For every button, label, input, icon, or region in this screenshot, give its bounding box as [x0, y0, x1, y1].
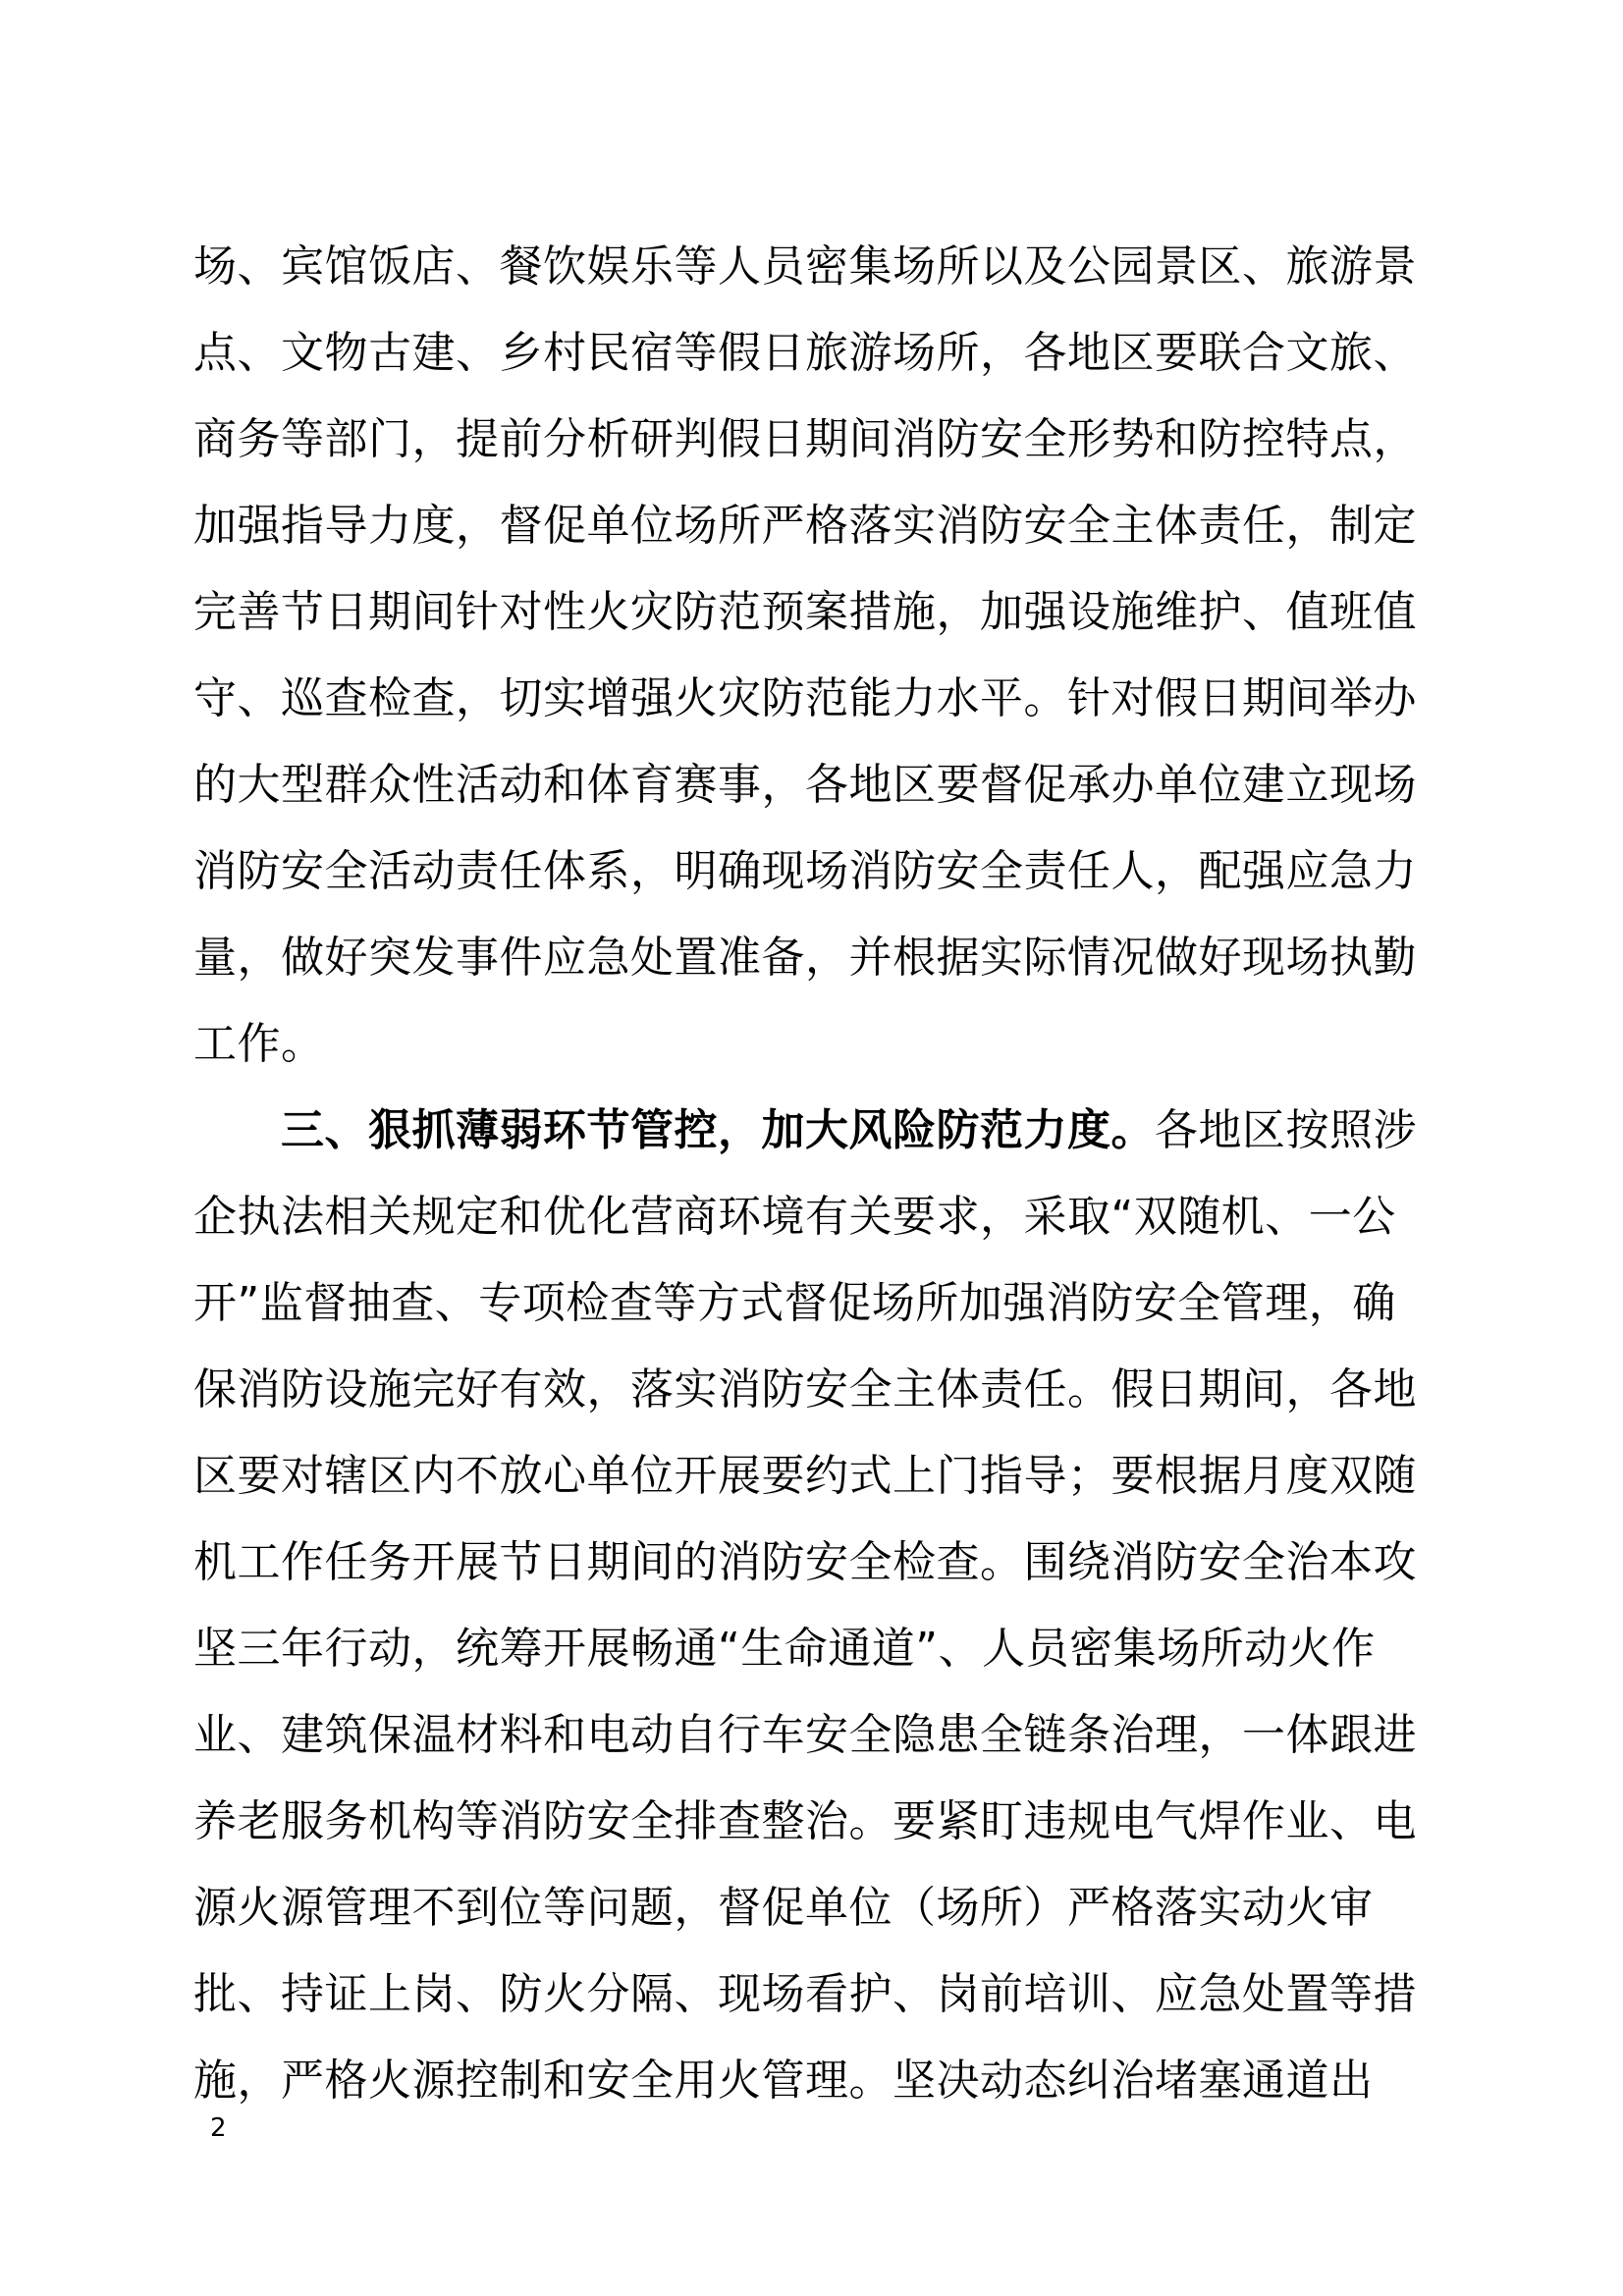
body-text-line: 区要对辖区内不放心单位开展要约式上门指导；要根据月度双随: [193, 1451, 1417, 1501]
section-heading-line: [281, 1088, 1440, 1174]
body-text-line: 工作。: [193, 1019, 325, 1069]
body-text-line: 点、文物古建、乡村民宿等假日旅游场所，各地区要联合文旅、: [193, 328, 1417, 378]
body-text-line: 守、巡查检查，切实增强火灾防范能力水平。针对假日期间举办: [193, 673, 1417, 723]
body-text-line: 坚三年行动，统筹开展畅通“生命通道”、人员密集场所动火作: [193, 1624, 1376, 1674]
page-number: 2: [210, 2113, 227, 2143]
body-text-line: 商务等部门，提前分析研判假日期间消防安全形势和防控特点，: [193, 414, 1417, 464]
body-text-line: 企执法相关规定和优化营商环境有关要求，采取“双随机、一公: [193, 1192, 1396, 1242]
body-text-line: 开”监督抽查、专项检查等方式督促场所加强消防安全管理，确: [193, 1278, 1396, 1328]
section-first-line-text: 各地区按照涉: [1155, 1105, 1417, 1155]
body-text-line: 机工作任务开展节日期间的消防安全检查。围绕消防安全治本攻: [193, 1537, 1417, 1587]
body-text-line: 养老服务机构等消防安全排查整治。要紧盯违规电气焊作业、电: [193, 1796, 1417, 1846]
body-text-line: 加强指导力度，督促单位场所严格落实消防安全主体责任，制定: [193, 501, 1417, 551]
body-text-line: 源火源管理不到位等问题，督促单位（场所）严格落实动火审: [193, 1883, 1374, 1933]
body-text-line: 量，做好突发事件应急处置准备，并根据实际情况做好现场执勤: [193, 933, 1417, 983]
body-text-line: 消防安全活动责任体系，明确现场消防安全责任人，配强应急力: [193, 846, 1417, 896]
body-text-line: 施，严格火源控制和安全用火管理。坚决动态纠治堵塞通道出: [193, 2056, 1374, 2106]
body-text-line: 业、建筑保温材料和电动自行车安全隐患全链条治理，一体跟进: [193, 1710, 1417, 1760]
body-text-line: 的大型群众性活动和体育赛事，各地区要督促承办单位建立现场: [193, 760, 1417, 810]
section-heading: 三、狠抓薄弱环节管控，加大风险防范力度。: [281, 1105, 1155, 1155]
body-text-line: 保消防设施完好有效，落实消防安全主体责任。假日期间，各地: [193, 1364, 1417, 1415]
body-text-line: 完善节日期间针对性火灾防范预案措施，加强设施维护、值班值: [193, 587, 1417, 637]
body-text-line: 批、持证上岗、防火分隔、现场看护、岗前培训、应急处置等措: [193, 1969, 1417, 2019]
body-text-line: 场、宾馆饭店、餐饮娱乐等人员密集场所以及公园景区、旅游景: [193, 241, 1417, 292]
